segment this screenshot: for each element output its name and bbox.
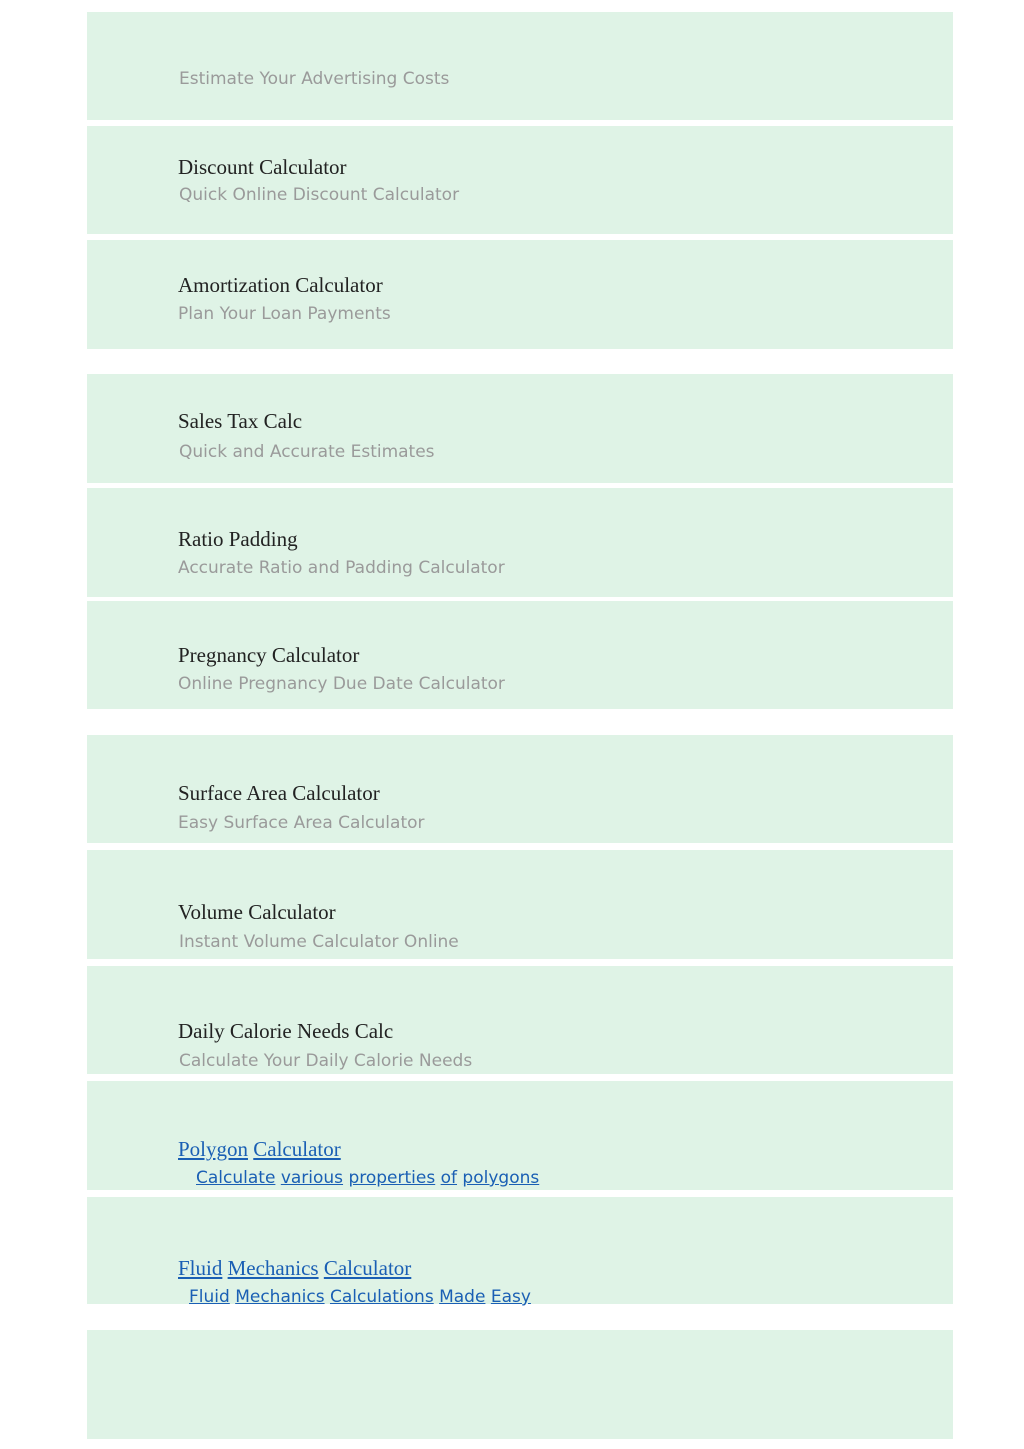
- card-subtitle: Accurate Ratio and Padding Calculator: [178, 558, 505, 578]
- fluid-title-links: [178, 1258, 411, 1279]
- link-properties[interactable]: properties: [348, 1168, 436, 1188]
- link-polygons[interactable]: polygons: [462, 1168, 540, 1188]
- polygon-title-links: [178, 1139, 341, 1160]
- polygon-subtitle-links: [196, 1170, 539, 1187]
- fluid-subtitle-links: [189, 1289, 531, 1306]
- card-subtitle: Instant Volume Calculator Online: [179, 932, 459, 952]
- link-mechanics[interactable]: Mechanics: [235, 1287, 325, 1307]
- card-advertising[interactable]: [87, 12, 953, 120]
- link-made[interactable]: Made: [439, 1287, 486, 1307]
- card-title[interactable]: Sales Tax Calc: [178, 409, 303, 433]
- card-title[interactable]: Ratio Padding: [178, 527, 298, 551]
- link-calculator[interactable]: Calculator: [323, 1256, 412, 1280]
- link-various[interactable]: various: [280, 1168, 344, 1188]
- card-empty: [87, 1330, 953, 1439]
- link-calculations[interactable]: Calculations: [329, 1287, 434, 1307]
- card-subtitle: Estimate Your Advertising Costs: [179, 69, 450, 89]
- card-subtitle: Online Pregnancy Due Date Calculator: [178, 674, 505, 694]
- card-title[interactable]: Discount Calculator: [178, 155, 347, 179]
- link-polygon[interactable]: Polygon: [178, 1137, 249, 1161]
- link-fluid[interactable]: Fluid: [178, 1256, 223, 1280]
- card-title[interactable]: Volume Calculator: [178, 900, 336, 924]
- card-title[interactable]: Amortization Calculator: [178, 273, 383, 297]
- link-mechanics[interactable]: Mechanics: [227, 1256, 319, 1280]
- card-subtitle: Calculate Your Daily Calorie Needs: [179, 1051, 473, 1071]
- link-easy[interactable]: Easy: [490, 1287, 531, 1307]
- card-subtitle: Plan Your Loan Payments: [178, 304, 391, 324]
- card-subtitle: Quick Online Discount Calculator: [179, 185, 460, 205]
- link-calculate[interactable]: Calculate: [196, 1168, 276, 1188]
- link-fluid[interactable]: Fluid: [189, 1287, 230, 1307]
- link-calculator[interactable]: Calculator: [253, 1137, 341, 1161]
- card-discount[interactable]: [87, 126, 953, 234]
- card-subtitle: Quick and Accurate Estimates: [179, 442, 435, 462]
- link-of[interactable]: of: [440, 1168, 458, 1188]
- card-subtitle: Easy Surface Area Calculator: [178, 813, 425, 833]
- card-title[interactable]: Surface Area Calculator: [178, 781, 380, 805]
- card-title[interactable]: Daily Calorie Needs Calc: [178, 1019, 394, 1043]
- card-title[interactable]: Pregnancy Calculator: [178, 643, 360, 667]
